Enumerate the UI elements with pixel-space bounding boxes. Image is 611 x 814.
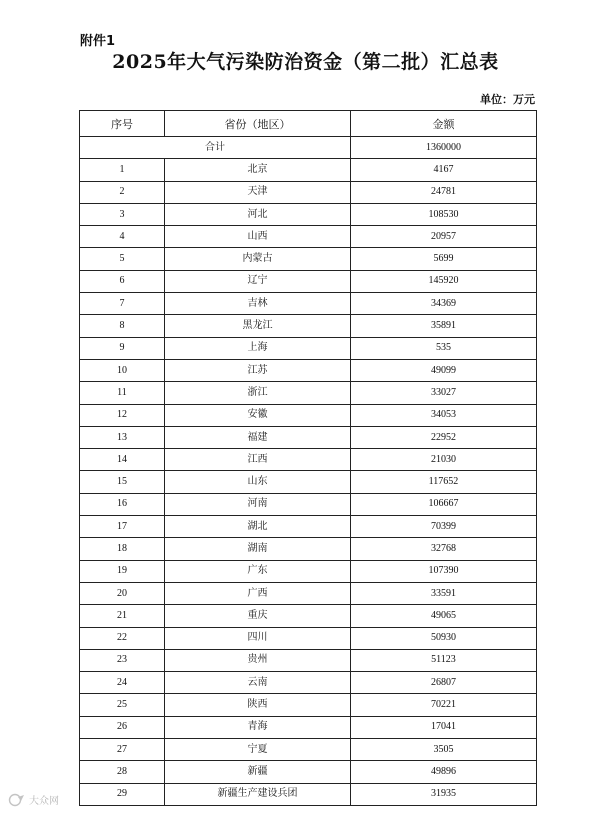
amount-cell: 5699	[351, 248, 537, 270]
seq-cell: 4	[80, 226, 165, 248]
header-province: 省份（地区）	[165, 111, 351, 137]
amount-cell: 24781	[351, 181, 537, 203]
province-cell: 湖南	[165, 538, 351, 560]
total-amount: 1360000	[351, 137, 537, 159]
table-row	[80, 359, 537, 381]
header-amount: 金额	[351, 111, 537, 137]
amount-cell: 31935	[351, 783, 537, 805]
page-title: 2025年大气污染防治资金（第二批）汇总表	[112, 51, 499, 73]
table-row	[80, 493, 537, 515]
table-row	[80, 605, 537, 627]
total-row	[80, 137, 537, 159]
table-row	[80, 582, 537, 604]
table-row	[80, 783, 537, 805]
province-cell: 江苏	[165, 359, 351, 381]
seq-cell: 27	[80, 739, 165, 761]
table-row	[80, 337, 537, 359]
table-row	[80, 248, 537, 270]
seq-cell: 24	[80, 672, 165, 694]
amount-cell: 20957	[351, 226, 537, 248]
amount-cell: 49896	[351, 761, 537, 783]
seq-cell: 17	[80, 516, 165, 538]
header-seq: 序号	[80, 111, 165, 137]
province-cell: 内蒙古	[165, 248, 351, 270]
funding-summary-table	[79, 110, 537, 806]
unit-label: 单位：万元	[480, 93, 535, 106]
table-row	[80, 716, 537, 738]
amount-cell: 32768	[351, 538, 537, 560]
seq-cell: 22	[80, 627, 165, 649]
seq-cell: 3	[80, 203, 165, 225]
table-row	[80, 627, 537, 649]
province-cell: 辽宁	[165, 270, 351, 292]
amount-cell: 107390	[351, 560, 537, 582]
amount-cell: 3505	[351, 739, 537, 761]
table-row	[80, 293, 537, 315]
seq-cell: 16	[80, 493, 165, 515]
table-row	[80, 761, 537, 783]
total-label: 合计	[80, 137, 351, 159]
seq-cell: 2	[80, 181, 165, 203]
seq-cell: 12	[80, 404, 165, 426]
province-cell: 安徽	[165, 404, 351, 426]
seq-cell: 28	[80, 761, 165, 783]
watermark	[8, 792, 59, 807]
table-row	[80, 382, 537, 404]
amount-cell: 70221	[351, 694, 537, 716]
seq-cell: 14	[80, 449, 165, 471]
table-row	[80, 538, 537, 560]
amount-cell: 51123	[351, 649, 537, 671]
amount-cell: 108530	[351, 203, 537, 225]
amount-cell: 33027	[351, 382, 537, 404]
amount-cell: 49065	[351, 605, 537, 627]
seq-cell: 1	[80, 159, 165, 181]
seq-cell: 11	[80, 382, 165, 404]
amount-cell: 35891	[351, 315, 537, 337]
seq-cell: 20	[80, 582, 165, 604]
logo-icon	[8, 793, 26, 807]
table-row	[80, 315, 537, 337]
province-cell: 天津	[165, 181, 351, 203]
amount-cell: 17041	[351, 716, 537, 738]
province-cell: 江西	[165, 449, 351, 471]
table-row	[80, 270, 537, 292]
table-row	[80, 404, 537, 426]
table-row	[80, 694, 537, 716]
seq-cell: 6	[80, 270, 165, 292]
province-cell: 湖北	[165, 516, 351, 538]
province-cell: 陕西	[165, 694, 351, 716]
province-cell: 新疆	[165, 761, 351, 783]
province-cell: 福建	[165, 426, 351, 448]
table-row	[80, 516, 537, 538]
amount-cell: 33591	[351, 582, 537, 604]
province-cell: 宁夏	[165, 739, 351, 761]
table-row	[80, 560, 537, 582]
table-row	[80, 203, 537, 225]
seq-cell: 21	[80, 605, 165, 627]
province-cell: 河北	[165, 203, 351, 225]
seq-cell: 25	[80, 694, 165, 716]
amount-cell: 49099	[351, 359, 537, 381]
amount-cell: 4167	[351, 159, 537, 181]
amount-cell: 26807	[351, 672, 537, 694]
seq-cell: 23	[80, 649, 165, 671]
province-cell: 四川	[165, 627, 351, 649]
amount-cell: 535	[351, 337, 537, 359]
seq-cell: 5	[80, 248, 165, 270]
seq-cell: 29	[80, 783, 165, 805]
province-cell: 青海	[165, 716, 351, 738]
province-cell: 河南	[165, 493, 351, 515]
seq-cell: 10	[80, 359, 165, 381]
table-row	[80, 739, 537, 761]
amount-cell: 34053	[351, 404, 537, 426]
seq-cell: 19	[80, 560, 165, 582]
province-cell: 广西	[165, 582, 351, 604]
table-row	[80, 649, 537, 671]
province-cell: 重庆	[165, 605, 351, 627]
amount-cell: 34369	[351, 293, 537, 315]
amount-cell: 117652	[351, 471, 537, 493]
province-cell: 吉林	[165, 293, 351, 315]
amount-cell: 70399	[351, 516, 537, 538]
province-cell: 广东	[165, 560, 351, 582]
table-row	[80, 449, 537, 471]
seq-cell: 15	[80, 471, 165, 493]
province-cell: 贵州	[165, 649, 351, 671]
watermark-text: 大众网	[29, 796, 59, 807]
seq-cell: 7	[80, 293, 165, 315]
province-cell: 新疆生产建设兵团	[165, 783, 351, 805]
seq-cell: 13	[80, 426, 165, 448]
table-row	[80, 226, 537, 248]
seq-cell: 18	[80, 538, 165, 560]
seq-cell: 8	[80, 315, 165, 337]
province-cell: 北京	[165, 159, 351, 181]
province-cell: 山西	[165, 226, 351, 248]
province-cell: 上海	[165, 337, 351, 359]
table-row	[80, 159, 537, 181]
table-row	[80, 471, 537, 493]
seq-cell: 26	[80, 716, 165, 738]
province-cell: 云南	[165, 672, 351, 694]
amount-cell: 22952	[351, 426, 537, 448]
table-header-row	[80, 111, 537, 137]
province-cell: 浙江	[165, 382, 351, 404]
amount-cell: 21030	[351, 449, 537, 471]
seq-cell: 9	[80, 337, 165, 359]
province-cell: 黑龙江	[165, 315, 351, 337]
table-row	[80, 426, 537, 448]
amount-cell: 50930	[351, 627, 537, 649]
attachment-label: 附件1	[80, 34, 116, 49]
amount-cell: 106667	[351, 493, 537, 515]
table-row	[80, 181, 537, 203]
province-cell: 山东	[165, 471, 351, 493]
amount-cell: 145920	[351, 270, 537, 292]
table-row	[80, 672, 537, 694]
